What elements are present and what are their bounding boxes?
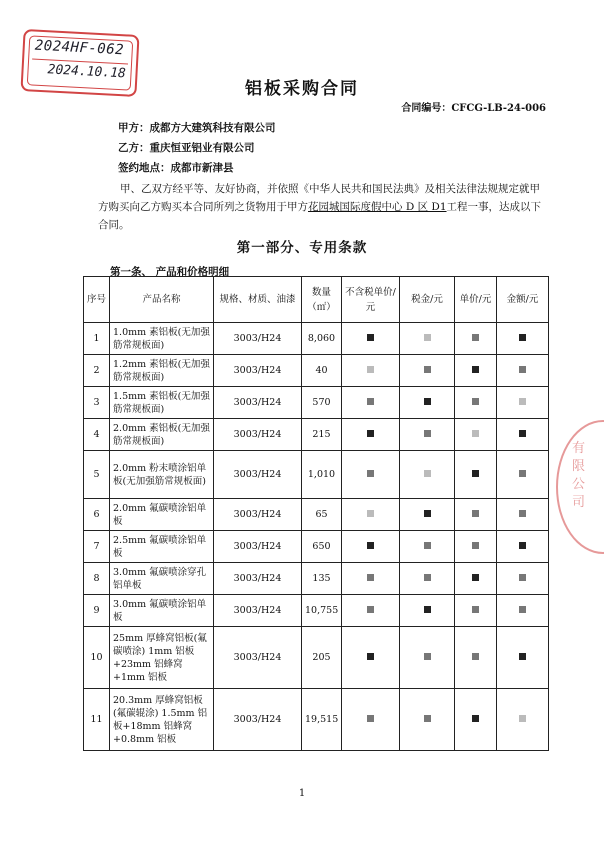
table-row [84, 451, 549, 499]
redacted-cell [342, 563, 400, 595]
seal-text: 有限公司 [572, 441, 586, 510]
redacted-cell [455, 595, 497, 627]
redacted-cell [497, 451, 549, 499]
redacted-cell [455, 563, 497, 595]
redacted-cell [400, 323, 455, 355]
row-no: 6 [84, 499, 110, 531]
row-name: 2.0mm 氟碳喷涂铝单板 [110, 499, 214, 531]
row-spec: 3003/H24 [214, 355, 302, 387]
redacted-cell [497, 627, 549, 689]
redacted-cell [497, 323, 549, 355]
row-name: 20.3mm 厚蜂窝铝板(氟碳辊涂) 1.5mm 铝板+18mm 铝蜂窝+0.8mm 铝板 [110, 689, 214, 751]
row-no: 8 [84, 563, 110, 595]
redacted-cell [497, 563, 549, 595]
document-title: 铝板采购合同 [245, 79, 359, 99]
redacted-cell [455, 323, 497, 355]
intro-paragraph [98, 180, 548, 234]
row-qty: 135 [302, 563, 342, 595]
redacted-cell [342, 355, 400, 387]
table-row [84, 563, 549, 595]
header-amount: 金额/元 [497, 277, 549, 323]
redacted-cell [455, 387, 497, 419]
redacted-cell [400, 451, 455, 499]
row-no: 9 [84, 595, 110, 627]
party-a: 甲方：成都方大建筑科技有限公司 [118, 122, 276, 134]
row-qty: 8,060 [302, 323, 342, 355]
row-name: 2.0mm 粉末喷涂铝单板(无加强筋常规板面) [110, 451, 214, 499]
header-unit: 单价/元 [455, 277, 497, 323]
redacted-cell [400, 355, 455, 387]
redacted-cell [455, 531, 497, 563]
header-name: 产品名称 [110, 277, 214, 323]
part-title: 第一部分、专用条款 [236, 240, 368, 256]
redacted-cell [455, 419, 497, 451]
row-qty: 40 [302, 355, 342, 387]
table-row [84, 531, 549, 563]
row-qty: 650 [302, 531, 342, 563]
redacted-cell [455, 355, 497, 387]
row-no: 5 [84, 451, 110, 499]
row-spec: 3003/H24 [214, 595, 302, 627]
redacted-cell [455, 689, 497, 751]
table-row [84, 419, 549, 451]
redacted-cell [342, 451, 400, 499]
redacted-cell [400, 499, 455, 531]
redacted-cell [400, 387, 455, 419]
party-b: 乙方：重庆恒亚铝业有限公司 [118, 142, 255, 154]
row-qty: 570 [302, 387, 342, 419]
row-qty: 19,515 [302, 689, 342, 751]
redacted-cell [342, 627, 400, 689]
redacted-cell [342, 595, 400, 627]
row-spec: 3003/H24 [214, 563, 302, 595]
redacted-cell [455, 627, 497, 689]
stamp-code: 2024HF-062 [34, 37, 125, 59]
redacted-cell [455, 499, 497, 531]
redacted-cell [497, 355, 549, 387]
intro-text-2: 工程一事，达成以下合同。 [98, 201, 542, 231]
redacted-cell [342, 323, 400, 355]
redacted-cell [497, 499, 549, 531]
row-name: 1.5mm 素铝板(无加强筋常规板面) [110, 387, 214, 419]
redacted-cell [497, 531, 549, 563]
row-spec: 3003/H24 [214, 531, 302, 563]
table-row [84, 627, 549, 689]
row-spec: 3003/H24 [214, 499, 302, 531]
row-name: 1.0mm 素铝板(无加强筋常规板面) [110, 323, 214, 355]
project-name: 花园城国际度假中心 D 区 D1 [308, 201, 447, 213]
header-tax: 税金/元 [400, 277, 455, 323]
row-qty: 1,010 [302, 451, 342, 499]
product-table [83, 276, 549, 751]
row-qty: 10,755 [302, 595, 342, 627]
row-spec: 3003/H24 [214, 451, 302, 499]
redacted-cell [400, 563, 455, 595]
table-row [84, 387, 549, 419]
redacted-cell [400, 689, 455, 751]
row-name: 2.5mm 氟碳喷涂铝单板 [110, 531, 214, 563]
page-number: 1 [298, 788, 306, 799]
row-qty: 215 [302, 419, 342, 451]
table-header-row [84, 277, 549, 323]
row-spec: 3003/H24 [214, 689, 302, 751]
redacted-cell [400, 627, 455, 689]
redacted-cell [400, 595, 455, 627]
row-spec: 3003/H24 [214, 419, 302, 451]
row-spec: 3003/H24 [214, 387, 302, 419]
header-spec: 规格、材质、油漆 [214, 277, 302, 323]
row-no: 1 [84, 323, 110, 355]
table-row [84, 689, 549, 751]
row-no: 7 [84, 531, 110, 563]
redacted-cell [400, 419, 455, 451]
redacted-cell [342, 689, 400, 751]
row-no: 2 [84, 355, 110, 387]
intro-text-1: 甲、乙双方经平等、友好协商，并依照《中华人民共和国民法典》及相关法律法规规定就甲方购买向乙方购买本合同所列之货物用于甲方 [98, 183, 540, 213]
row-no: 10 [84, 627, 110, 689]
row-no: 11 [84, 689, 110, 751]
row-name: 25mm 厚蜂窝铝板(氟碳喷涂) 1mm 铝板+23mm 铝蜂窝+1mm 铝板 [110, 627, 214, 689]
redacted-cell [497, 387, 549, 419]
sign-place: 签约地点：成都市新津县 [118, 162, 234, 174]
redacted-cell [342, 531, 400, 563]
row-spec: 3003/H24 [214, 323, 302, 355]
table-row [84, 499, 549, 531]
row-name: 3.0mm 氟碳喷涂穿孔铝单板 [110, 563, 214, 595]
row-name: 1.2mm 素铝板(无加强筋常规板面) [110, 355, 214, 387]
redacted-cell [497, 689, 549, 751]
row-no: 3 [84, 387, 110, 419]
row-no: 4 [84, 419, 110, 451]
contract-number: 合同编号：CFCG-LB-24-006 [401, 103, 546, 114]
redacted-cell [342, 419, 400, 451]
header-unit-ex: 不含税单价/元 [342, 277, 400, 323]
row-name: 2.0mm 素铝板(无加强筋常规板面) [110, 419, 214, 451]
redacted-cell [342, 387, 400, 419]
row-name: 3.0mm 氟碳喷涂铝单板 [110, 595, 214, 627]
redacted-cell [497, 595, 549, 627]
redacted-cell [342, 499, 400, 531]
redacted-cell [497, 419, 549, 451]
row-qty: 205 [302, 627, 342, 689]
table-row [84, 595, 549, 627]
row-spec: 3003/H24 [214, 627, 302, 689]
header-seq: 序号 [84, 277, 110, 323]
table-row [84, 323, 549, 355]
header-qty: 数量（㎡） [302, 277, 342, 323]
stamp-date: 2024.10.18 [47, 62, 127, 82]
article-title: 第一条、 产品和价格明细 [110, 266, 230, 278]
redacted-cell [455, 451, 497, 499]
redacted-cell [400, 531, 455, 563]
row-qty: 65 [302, 499, 342, 531]
table-row [84, 355, 549, 387]
